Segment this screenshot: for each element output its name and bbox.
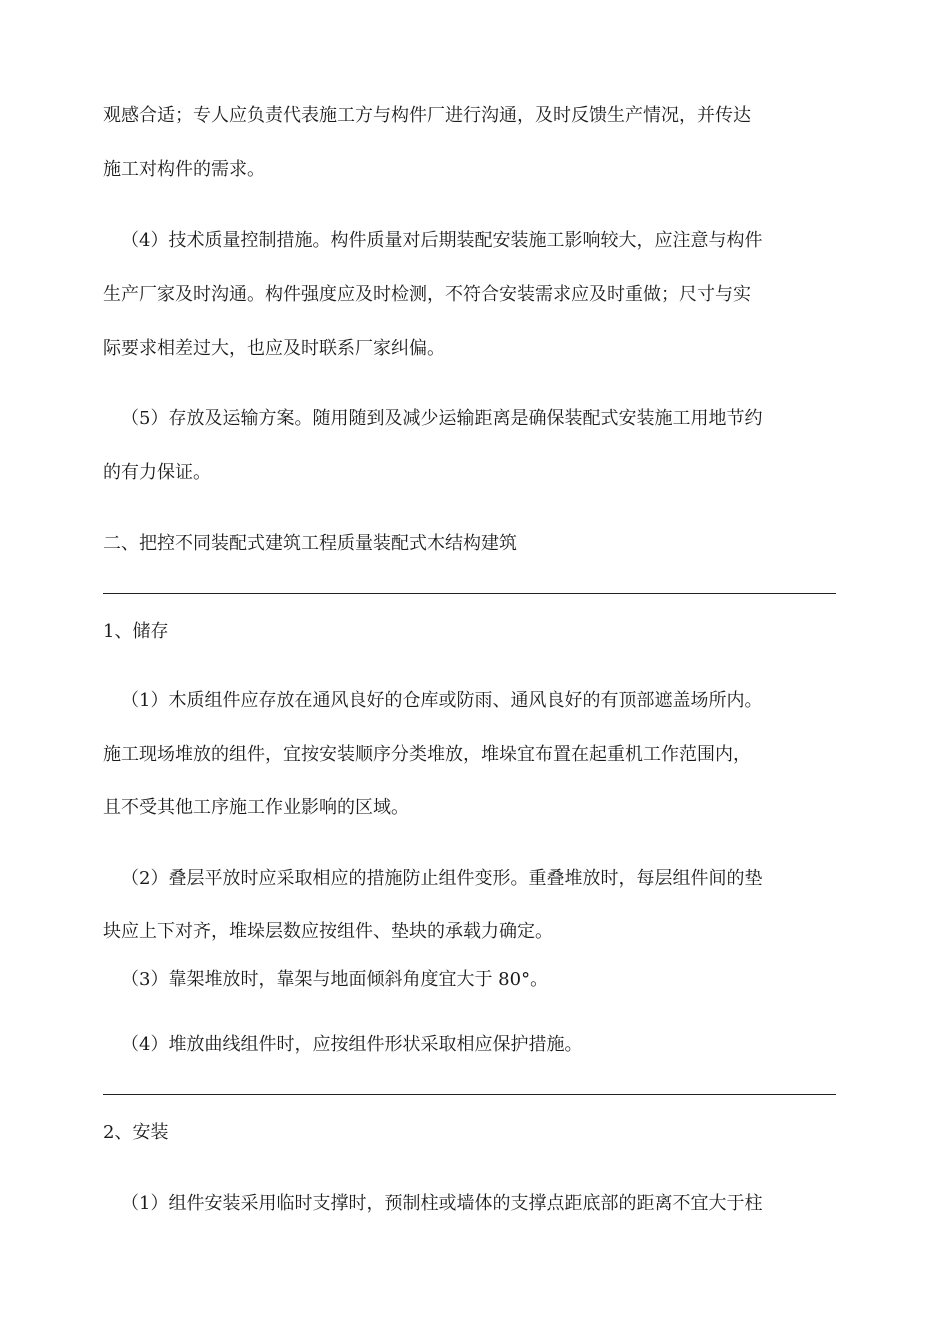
paragraph-line: （1）木质组件应存放在通风良好的仓库或防雨、通风良好的有顶部遮盖场所内。 xyxy=(121,690,763,711)
paragraph-line: 块应上下对齐，堆垛层数应按组件、垫块的承载力确定。 xyxy=(103,921,553,942)
section-heading: 二、把控不同装配式建筑工程质量装配式木结构建筑 xyxy=(103,533,517,554)
paragraph-line: （5）存放及运输方案。随用随到及减少运输距离是确保装配式安装施工用地节约 xyxy=(121,408,763,429)
paragraph-line: 际要求相差过大，也应及时联系厂家纠偏。 xyxy=(103,338,445,359)
paragraph-line: 且不受其他工序施工作业影响的区域。 xyxy=(103,797,409,818)
paragraph-line: （2）叠层平放时应采取相应的措施防止组件变形。重叠堆放时，每层组件间的垫 xyxy=(121,868,763,889)
paragraph-line: 生产厂家及时沟通。构件强度应及时检测，不符合安装需求应及时重做；尺寸与实 xyxy=(103,284,751,305)
subsection-heading: 1、储存 xyxy=(103,621,169,642)
subsection-heading: 2、安装 xyxy=(103,1122,169,1143)
paragraph-line: 施工现场堆放的组件，宜按安装顺序分类堆放，堆垛宜布置在起重机工作范围内， xyxy=(103,744,751,765)
paragraph-line: 施工对构件的需求。 xyxy=(103,159,265,180)
paragraph-line: 的有力保证。 xyxy=(103,462,211,483)
paragraph-line: 观感合适；专人应负责代表施工方与构件厂进行沟通，及时反馈生产情况，并传达 xyxy=(103,105,751,126)
paragraph-line: （4）堆放曲线组件时，应按组件形状采取相应保护措施。 xyxy=(121,1034,583,1055)
paragraph-line: （4）技术质量控制措施。构件质量对后期装配安装施工影响较大，应注意与构件 xyxy=(121,230,763,251)
horizontal-rule xyxy=(103,593,836,594)
horizontal-rule xyxy=(103,1094,836,1095)
paragraph-line: （3）靠架堆放时，靠架与地面倾斜角度宜大于 80°。 xyxy=(121,969,549,990)
paragraph-line: （1）组件安装采用临时支撑时，预制柱或墙体的支撑点距底部的距离不宜大于柱 xyxy=(121,1193,763,1214)
